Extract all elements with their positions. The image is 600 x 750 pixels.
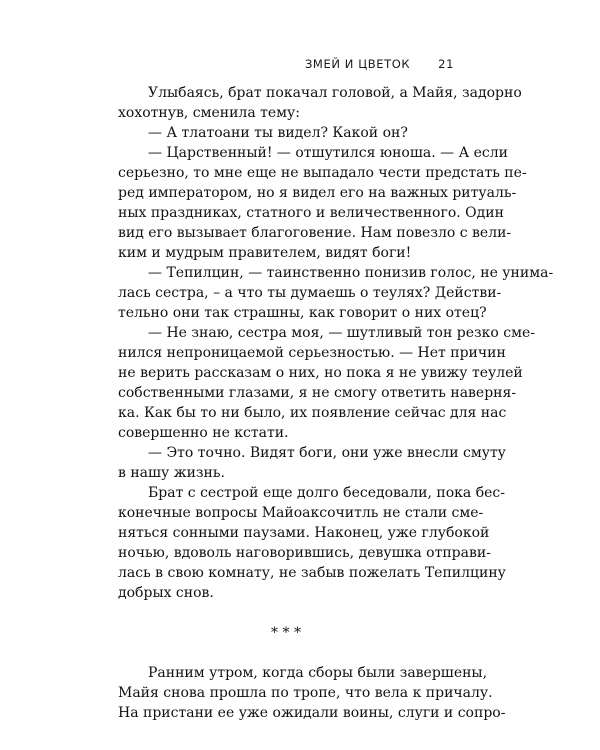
paragraph-4 [118,263,554,323]
text-line: Майя снова прошла по тропе, что вела к причалу. [118,685,493,701]
text-line: лась сестра, – а что ты думаешь о теулях? Действи- [118,285,502,301]
text-line: лась в свою комнату, не забыв пожелать Тепилцину [118,565,506,581]
text-line: нился непроницаемой серьезностью. — Нет причин [118,345,506,361]
text-line: — Тепилцин, — таинственно понизив голос, не унима- [148,265,554,281]
text-line: хохотнув, сменила тему: [118,105,300,121]
text-line: ред императором, но я видел его на важных ритуаль- [118,185,517,201]
text-line: серьезно, то мне еще не выпадало чести предстать пе- [118,165,527,181]
text-line: Брат с сестрой еще долго беседовали, пока бес- [148,485,505,501]
text-line: — Царственный! — отшутился юноша. — А если [148,145,508,161]
text-line: ночью, вдоволь наговорившись, девушка отправи- [118,545,491,561]
section-separator: * * * [271,625,301,641]
paragraph-7 [118,483,506,603]
paragraph-5 [118,323,536,443]
text-line: ных праздниках, статного и величественного. Один [118,205,504,221]
chapter-title: ЗМЕЙ И ЦВЕТОК [304,57,411,71]
text-line: вид его вызывает благоговение. Нам повезло с вели- [118,225,512,241]
text-line: Улыбаясь, брат покачал головой, а Майя, задорно [148,85,522,101]
paragraph-1 [118,83,522,123]
section-gap [118,603,454,623]
text-line: ким и мудрым правителем, видят боги! [118,245,412,261]
text-line: — Не знаю, сестра моя, — шутливый тон резко сме- [148,325,536,341]
body-text [118,83,554,723]
text-line: ка. Как бы то ни было, их появление сейчас для нас [118,405,507,421]
section-gap [118,643,454,663]
paragraph-2 [118,123,454,143]
text-line: в нашу жизнь. [118,465,225,481]
text-line: собственными глазами, я не смогу ответить наверня- [118,385,517,401]
running-head [118,57,454,71]
text-line: няться сонными паузами. Наконец, уже глубокой [118,525,490,541]
page-number: 21 [438,57,454,71]
paragraph-3 [118,143,527,263]
paragraph-6 [118,443,506,483]
text-line: тельно они так страшны, как говорит о них отец? [118,305,487,321]
text-line: — Это точно. Видят боги, они уже внесли смуту [148,445,506,461]
text-line: конечные вопросы Майоаксочитль не стали сме- [118,505,484,521]
text-line: На пристани ее уже ожидали воины, слуги и сопро- [118,705,506,721]
text-line: совершенно не кстати. [118,425,289,441]
text-line: добрых снов. [118,585,214,601]
text-line: — А тлатоани ты видел? Какой он? [148,125,408,141]
paragraph-8 [118,663,506,723]
text-line: не верить рассказам о них, но пока я не увижу теулей [118,365,523,381]
text-line: Ранним утром, когда сборы были завершены, [148,665,488,681]
